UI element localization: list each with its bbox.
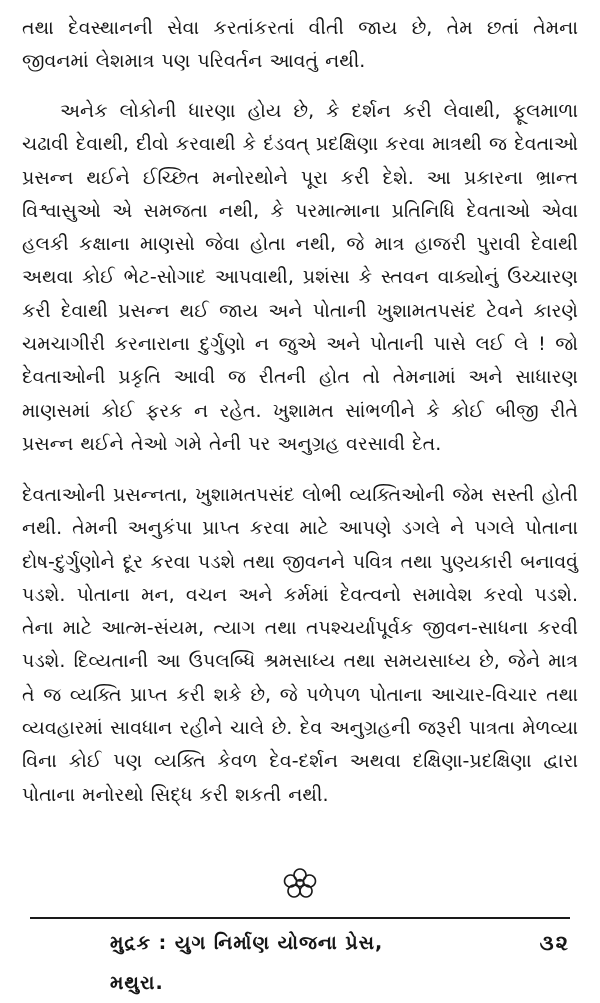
paragraph-divine-grace: દેવતાઓની પ્રસન્નતા, ખુશામતપસંદ લોભી વ્યક્તિઓની જેમ સસ્તી હોતી નથી. તેમની અનુકંપા પ્રાપ્ત કરવા માટે આપણે ડગલે ને પગલે પોતાના દોષ-દુર્ગુણોને દૂર કરવા પડશે તથા જીવનને પવિત્ર તથા પુણ્યકારી બનાવવું પડશે. પોતાના મન, વચન અને કર્મમાં દેવત્વનો સમાવેશ કરવો પડશે. તેના માટે આત્મ-સંયમ, ત્યાગ તથા તપશ્ચર્યાપૂર્વક જીવન-સાધના કરવી પડશે. દિવ્યતાની આ ઉપલબ્ધિ શ્રમસાધ્ય તથા સમયસાધ્ય છે, જેને માત્ર તે જ વ્યક્તિ પ્રાપ્ત કરી શકે છે, જે પળેપળ પોતાના આચાર-વિચાર તથા વ્યવહારમાં સાવધાન રહીને ચાલે છે. દેવ અનુગ્રહની જરૂરી પાત્રતા મેળવ્યા વિના કોઈ પણ વ્યક્તિ કેવળ દેવ-દર્શન અથવા દક્ષિણા-પ્રદક્ષિણા દ્વારા પોતાના મનોરથો સિદ્ધ કરી શકતી નથી. bbox=[22, 484, 578, 806]
page-number: ૩૨ bbox=[539, 931, 570, 955]
footer-divider bbox=[30, 917, 570, 919]
paragraph-misconceptions: અનેક લોકોની ધારણા હોય છે, કે દર્શન કરી લેવાથી, ફૂલમાળા ચઢાવી દેવાથી, દીવો કરવાથી કે દંડવત્ પ્રદક્ષિણા કરવા માત્રથી જ દેવતાઓ પ્રસન્ન થઈને ઈચ્છિત મનોરથોને પૂરા કરી દેશે. આ પ્રકારના ભ્રાન્ત વિશ્વાસુઓ એ સમજતા નથી, કે પરમાત્માના પ્રતિનિધિ દેવતાઓ એવા હલકી કક્ષાના માણસો જેવા હોતા નથી, જે માત્ર હાજરી પુરાવી દેવાથી અથવા કોઈ ભેટ-સોગાદ આપવાથી, પ્રશંસા કે સ્તવન વાક્યોનું ઉચ્ચારણ કરી દેવાથી પ્રસન્ન થઈ જાય અને પોતાની ખુશામતપસંદ ટેવને કારણે ચમચાગીરી કરનારાના દુર્ગુણો ન જુએ અને પોતાની પાસે લઈ લે ! જો દેવતાઓની પ્રકૃતિ આવી જ રીતની હોત તો તેમનામાં અને સાધારણ માણસમાં કોઈ ફરક ન રહેત. ખુશામત સાંભળીને કે કોઈ બીજી રીતે પ્રસન્ન થઈને તેઓ ગમે તેની પર અનુગ્રહ વરસાવી દેત. bbox=[22, 100, 578, 455]
printer-credit: મુદ્રક : યુગ નિર્માણ યોજના પ્રેસ, મથુરા. bbox=[110, 932, 384, 994]
flower-ornament-icon bbox=[280, 866, 320, 900]
paragraph-continuation: તથા દેવસ્થાનની સેવા કરતાંકરતાં વીતી જાય છે, તેમ છતાં તેમના જીવનમાં લેશમાત્ર પણ પરિવર્તન આવતું નથી. bbox=[22, 17, 578, 73]
